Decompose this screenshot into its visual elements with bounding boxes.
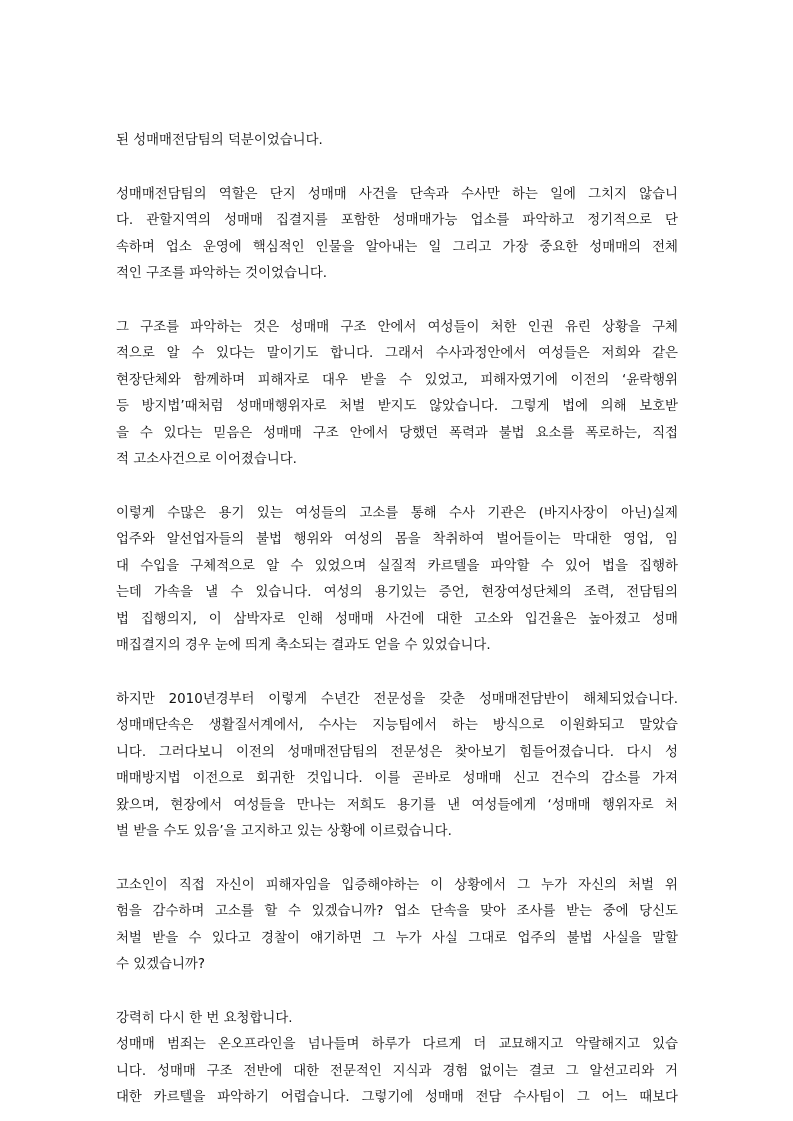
text-line: 니다. 그러다보니 이전의 성매매전담팀의 전문성은 찾아보기 힘들어졌습니다. 다시 성 [116,744,678,760]
text-line: 그 구조를 파악하는 것은 성매매 구조 안에서 여성들이 처한 인권 유린 상황을 구체 [116,319,678,335]
text-line: 대한 카르텔을 파악하기 어렵습니다. 그렇기에 성매매 전담 수사팀이 그 어느 때보다 [116,1090,678,1105]
paragraph-team-role [116,182,678,288]
text-line: 법 집행의지, 이 삼박자로 인해 성매매 사건에 대한 고소와 입건율은 높아졌고 성매 [116,611,678,627]
paragraph-structure [116,315,678,474]
text-line: 다. 관할지역의 성매매 집결지를 포함한 성매매가능 업소를 파악하고 정기적으로 단 [116,213,678,228]
text-line: 하지만 2010년경부터 이렇게 수년간 전문성을 갖춘 성매매전담반이 해체되었습니다. [116,691,678,707]
paragraph-disbanded [116,687,678,846]
paragraph-intro-tail [116,128,678,155]
text-line: 성매매 범죄는 온오프라인을 넘나들며 하루가 다르게 더 교묘해지고 악랄해지고 있습 [116,1037,678,1052]
text-line: 성매매단속은 생활질서계에서, 수사는 지능팀에서 하는 방식으로 이원화되고 말았습 [116,718,678,733]
text-line: 왔으며, 현장에서 여성들을 만나는 저희도 용기를 낸 여성들에게 ‘성매매 행위자로 처 [116,797,678,813]
text-line: 험을 감수하며 고소를 할 수 있겠습니까? 업소 단속을 맞아 조사를 받는 중에 당신도 [116,904,678,919]
text-line: 수 있겠습니까? [116,957,205,972]
text-line: 강력히 다시 한 번 요청합니다. [116,1010,293,1026]
document-body [116,128,678,1112]
paragraph-complaints [116,501,678,660]
text-line: 니다. 성매매 구조 전반에 대한 전문적인 지식과 경험 없이는 결코 그 알선고리와 거 [116,1063,678,1079]
text-line: 적 고소사건으로 이어졌습니다. [116,452,297,467]
text-line: 현장단체와 함께하며 피해자로 대우 받을 수 있었고, 피해자였기에 이전의 ‘윤락행위 [116,372,678,388]
text-line: 된 성매매전담팀의 덕분이었습니다. [116,133,323,148]
text-line: 처벌 받을 수 있다고 경찰이 얘기하면 그 누가 사실 그대로 업주의 불법 사실을 말할 [116,930,678,946]
text-line: 이렇게 수많은 용기 있는 여성들의 고소를 통해 수사 기관은 (바지사장이 아닌)실제 [116,505,678,521]
text-line: 는데 가속을 낼 수 있습니다. 여성의 용기있는 증언, 현장여성단체의 조력, 전담팀의 [116,585,678,600]
text-line: 매매방지법 이전으로 회귀한 것입니다. 이를 곧바로 성매매 신고 건수의 감소를 가져 [116,771,678,786]
paragraph-question [116,873,678,979]
text-line: 고소인이 직접 자신이 피해자임을 입증해야하는 이 상황에서 그 누가 자신의 처벌 위 [116,877,678,893]
text-line: 대 수입을 구체적으로 알 수 있었으며 실질적 카르텔을 파악할 수 있어 법을 집행하 [116,558,678,574]
text-line: 업주와 알선업자들의 불법 행위와 여성의 몸을 착취하여 벌어들이는 막대한 영업, 임 [116,532,678,547]
text-line: 벌 받을 수도 있음’을 고지하고 있는 상황에 이르렀습니다. [116,824,452,839]
text-line: 적인 구조를 파악하는 것이었습니다. [116,266,328,281]
text-line: 등 방지법’때처럼 성매매행위자로 처벌 받지도 않았습니다. 그렇게 법에 의해 보호받 [116,399,678,414]
paragraph-conclusion [116,1032,678,1112]
text-line: 속하며 업소 운영에 핵심적인 인물을 알아내는 일 그리고 가장 중요한 성매매의 전체 [116,239,678,255]
text-line: 적으로 알 수 있다는 말이기도 합니다. 그래서 수사과정안에서 여성들은 저희와 같은 [116,346,678,361]
text-line: 을 수 있다는 믿음은 성매매 구조 안에서 당했던 폭력과 불법 요소를 폭로하는, 직접 [116,425,678,441]
text-line: 매집결지의 경우 눈에 띄게 축소되는 결과도 얻을 수 있었습니다. [116,638,491,653]
paragraph-request [116,1006,678,1033]
text-line: 성매매전담팀의 역할은 단지 성매매 사건을 단속과 수사만 하는 일에 그치지 않습니 [116,186,678,202]
